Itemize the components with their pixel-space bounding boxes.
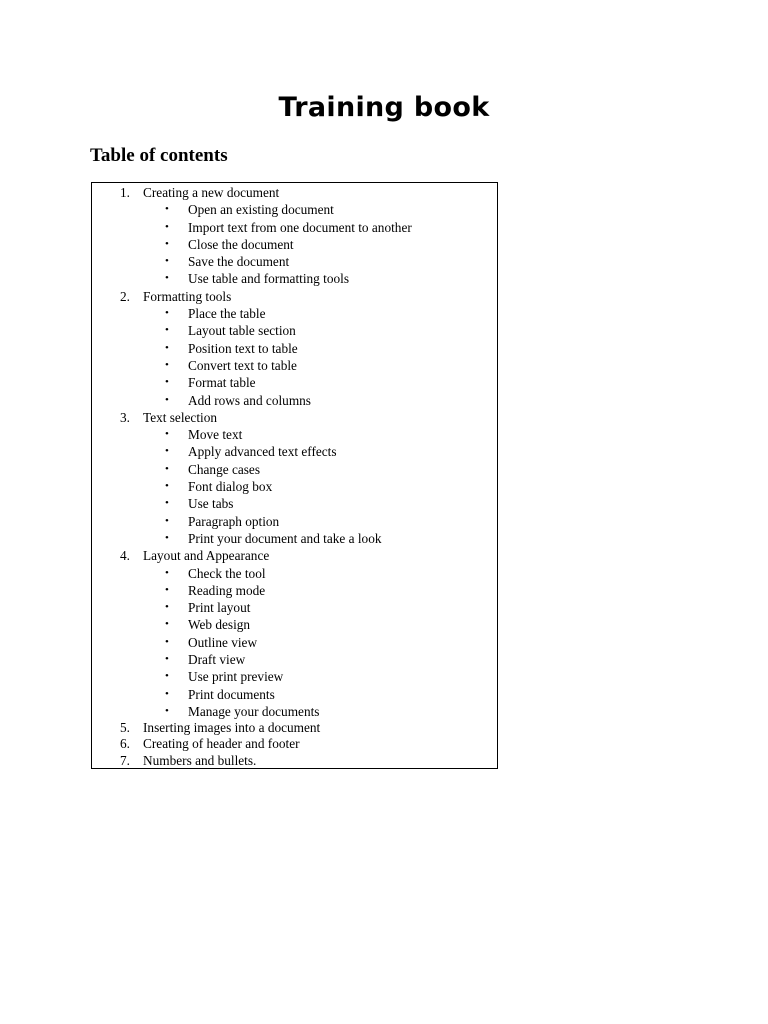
section-number: 3. [120,409,130,425]
toc-subitem-row [92,374,497,391]
toc-subitem-row [92,236,497,253]
section-number: 4. [120,548,130,564]
toc-section-row [92,409,497,426]
bullet-icon: • [165,220,169,233]
bullet-icon: • [165,393,169,406]
bullet-icon: • [165,445,169,458]
subitem-label: Outline view [188,634,258,650]
toc-subitem-row [92,253,497,270]
bullet-icon: • [165,653,169,666]
toc-subitem-row [92,530,497,547]
subitem-label: Add rows and columns [188,392,311,408]
bullet-icon: • [165,635,169,648]
toc-heading: Table of contents [90,145,228,166]
toc-subitem-row [92,686,497,703]
subitem-label: Import text from one document to another [188,219,412,235]
toc-section-row [92,753,497,769]
bullet-icon: • [165,670,169,683]
toc-subitem-row [92,426,497,443]
toc-subitem-row [92,703,497,720]
bullet-icon: • [165,307,169,320]
toc-subitem-row [92,495,497,512]
section-label: Layout and Appearance [143,548,270,564]
bullet-icon: • [165,428,169,441]
bullet-icon: • [165,358,169,371]
toc-section-row [92,736,497,752]
subitem-label: Manage your documents [188,703,320,719]
subitem-label: Print layout [188,600,251,616]
subitem-label: Layout table section [188,323,296,339]
bullet-icon: • [165,704,169,717]
bullet-icon: • [165,462,169,475]
bullet-icon: • [165,618,169,631]
subitem-label: Place the table [188,306,266,322]
subitem-label: Change cases [188,461,260,477]
toc-section-row [92,547,497,564]
toc-section-row [92,720,497,736]
subitem-label: Print your document and take a look [188,530,382,546]
subitem-label: Save the document [188,254,290,270]
bullet-icon: • [165,566,169,579]
document-title: Training book [278,92,490,123]
bullet-icon: • [165,324,169,337]
subitem-label: Print documents [188,686,275,702]
subitem-label: Position text to table [188,340,298,356]
toc-section-row [92,184,497,201]
subitem-label: Check the tool [188,565,266,581]
toc-subitem-row [92,305,497,322]
subitem-label: Apply advanced text effects [188,444,337,460]
toc-subitem-row [92,392,497,409]
toc-subitem-row [92,668,497,685]
subitem-label: Convert text to table [188,357,297,373]
subitem-label: Open an existing document [188,202,334,218]
toc-subitem-row [92,634,497,651]
section-label: Inserting images into a document [143,720,321,736]
subitem-label: Use tabs [188,496,234,512]
subitem-label: Format table [188,375,256,391]
toc-subitem-row [92,478,497,495]
section-label: Creating a new document [143,185,280,200]
toc-subitem-row [92,461,497,478]
section-number: 2. [120,288,130,304]
toc-subitem-row [92,443,497,460]
subitem-label: Paragraph option [188,513,280,529]
subitem-label: Reading mode [188,582,266,598]
subitem-label: Font dialog box [188,479,273,495]
bullet-icon: • [165,203,169,216]
section-label: Creating of header and footer [143,736,300,752]
bullet-icon: • [165,376,169,389]
section-label: Numbers and bullets. [143,752,257,768]
subitem-label: Web design [188,617,251,633]
section-number: 6. [120,736,130,752]
bullet-icon: • [165,237,169,250]
toc-subitem-row [92,513,497,530]
subitem-label: Draft view [188,652,246,668]
bullet-icon: • [165,687,169,700]
section-number: 7. [120,752,130,768]
bullet-icon: • [165,255,169,268]
bullet-icon: • [165,272,169,285]
toc-subitem-row [92,357,497,374]
subitem-label: Close the document [188,236,294,252]
bullet-icon: • [165,583,169,596]
bullet-icon: • [165,601,169,614]
bullet-icon: • [165,514,169,527]
subitem-label: Use table and formatting tools [188,271,350,287]
toc-subitem-row [92,616,497,633]
table-of-contents-box [91,182,498,769]
toc-subitem-row [92,651,497,668]
toc-subitem-row [92,340,497,357]
section-label: Formatting tools [143,288,232,304]
toc-subitem-row [92,322,497,339]
section-number: 5. [120,720,130,736]
toc-subitem-row [92,219,497,236]
section-label: Text selection [143,409,218,425]
bullet-icon: • [165,531,169,544]
toc-subitem-row [92,565,497,582]
toc-subitem-row [92,270,497,287]
toc-subitem-row [92,201,497,218]
toc-section-row [92,288,497,305]
section-number: 1. [120,185,130,200]
subitem-label: Move text [188,427,243,443]
toc-subitem-row [92,582,497,599]
bullet-icon: • [165,341,169,354]
subitem-label: Use print preview [188,669,284,685]
bullet-icon: • [165,480,169,493]
bullet-icon: • [165,497,169,510]
toc-subitem-row [92,599,497,616]
